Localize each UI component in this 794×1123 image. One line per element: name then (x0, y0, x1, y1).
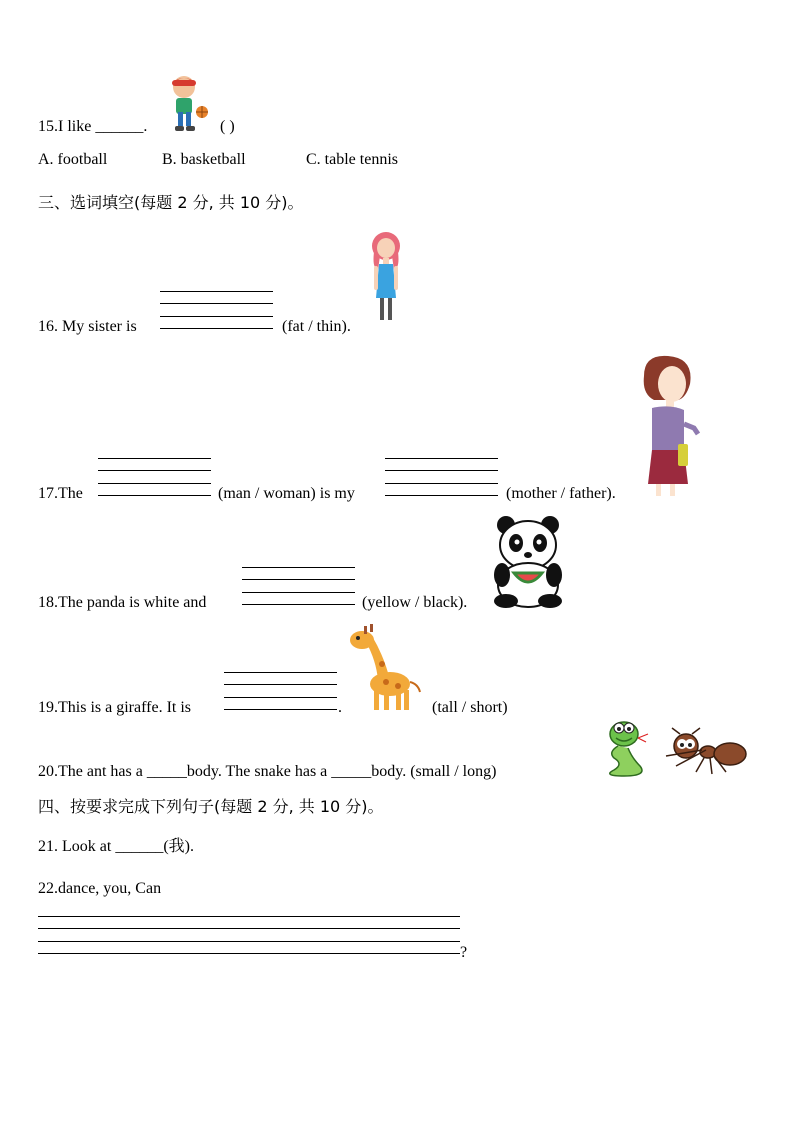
section3-title: 三、选词填空(每题 2 分, 共 10 分)。 (38, 193, 304, 212)
q16-pre: 16. My sister is (38, 318, 137, 335)
q21-blank[interactable]: ______ (115, 838, 164, 855)
q20-blank-2[interactable]: _____ (331, 763, 372, 780)
q15-line (38, 117, 147, 137)
q18-pre: 18.The panda is white and (38, 594, 207, 611)
basketball-boy-image (162, 74, 212, 136)
q17-mid: (man / woman) is my (218, 485, 355, 502)
q21-pre: 21. Look at (38, 838, 112, 855)
q22-question-mark: ? (460, 944, 468, 961)
q17-answer-lines-2[interactable] (385, 458, 498, 498)
q16-answer-lines[interactable] (160, 291, 273, 331)
q20-blank-1[interactable]: _____ (146, 763, 187, 780)
q21-post: (我). (163, 838, 194, 855)
q19-post: (tall / short) (432, 699, 508, 716)
q19-period: . (338, 699, 342, 716)
snake-image (594, 718, 652, 778)
q22-prompt: 22.dance, you, Can (38, 880, 162, 897)
q17-post: (mother / father). (506, 485, 616, 502)
q15-option-a[interactable]: A. football (38, 151, 108, 168)
q20-post: body. (small / long) (371, 763, 497, 780)
q18-answer-lines[interactable] (242, 567, 355, 607)
q19-answer-lines[interactable] (224, 672, 337, 712)
q15-answer-paren[interactable]: ( ) (220, 118, 235, 135)
ant-image (656, 728, 748, 776)
giraffe-image (348, 620, 422, 712)
q22-answer-lines[interactable] (38, 916, 460, 956)
q21-line (38, 837, 194, 857)
q20-mid: body. The snake has a (186, 763, 328, 780)
q16-post: (fat / thin). (282, 318, 351, 335)
q15-option-b[interactable]: B. basketball (162, 151, 246, 168)
q15-stem: 15.I like (38, 118, 92, 135)
q17-pre: 17.The (38, 485, 83, 502)
q20-line (38, 762, 496, 782)
q15-period: . (143, 118, 148, 135)
q15-blank[interactable]: ______ (95, 118, 144, 135)
q18-post: (yellow / black). (362, 594, 468, 611)
q17-answer-lines-1[interactable] (98, 458, 211, 498)
q15-option-c[interactable]: C. table tennis (306, 151, 398, 168)
q19-pre: 19.This is a giraffe. It is (38, 699, 192, 716)
section4-title: 四、按要求完成下列句子(每题 2 分, 共 10 分)。 (38, 797, 384, 816)
woman-image (638, 354, 702, 500)
girl-image (366, 232, 406, 332)
q20-text-1: 20.The ant has a (38, 763, 143, 780)
panda-image (492, 515, 564, 609)
